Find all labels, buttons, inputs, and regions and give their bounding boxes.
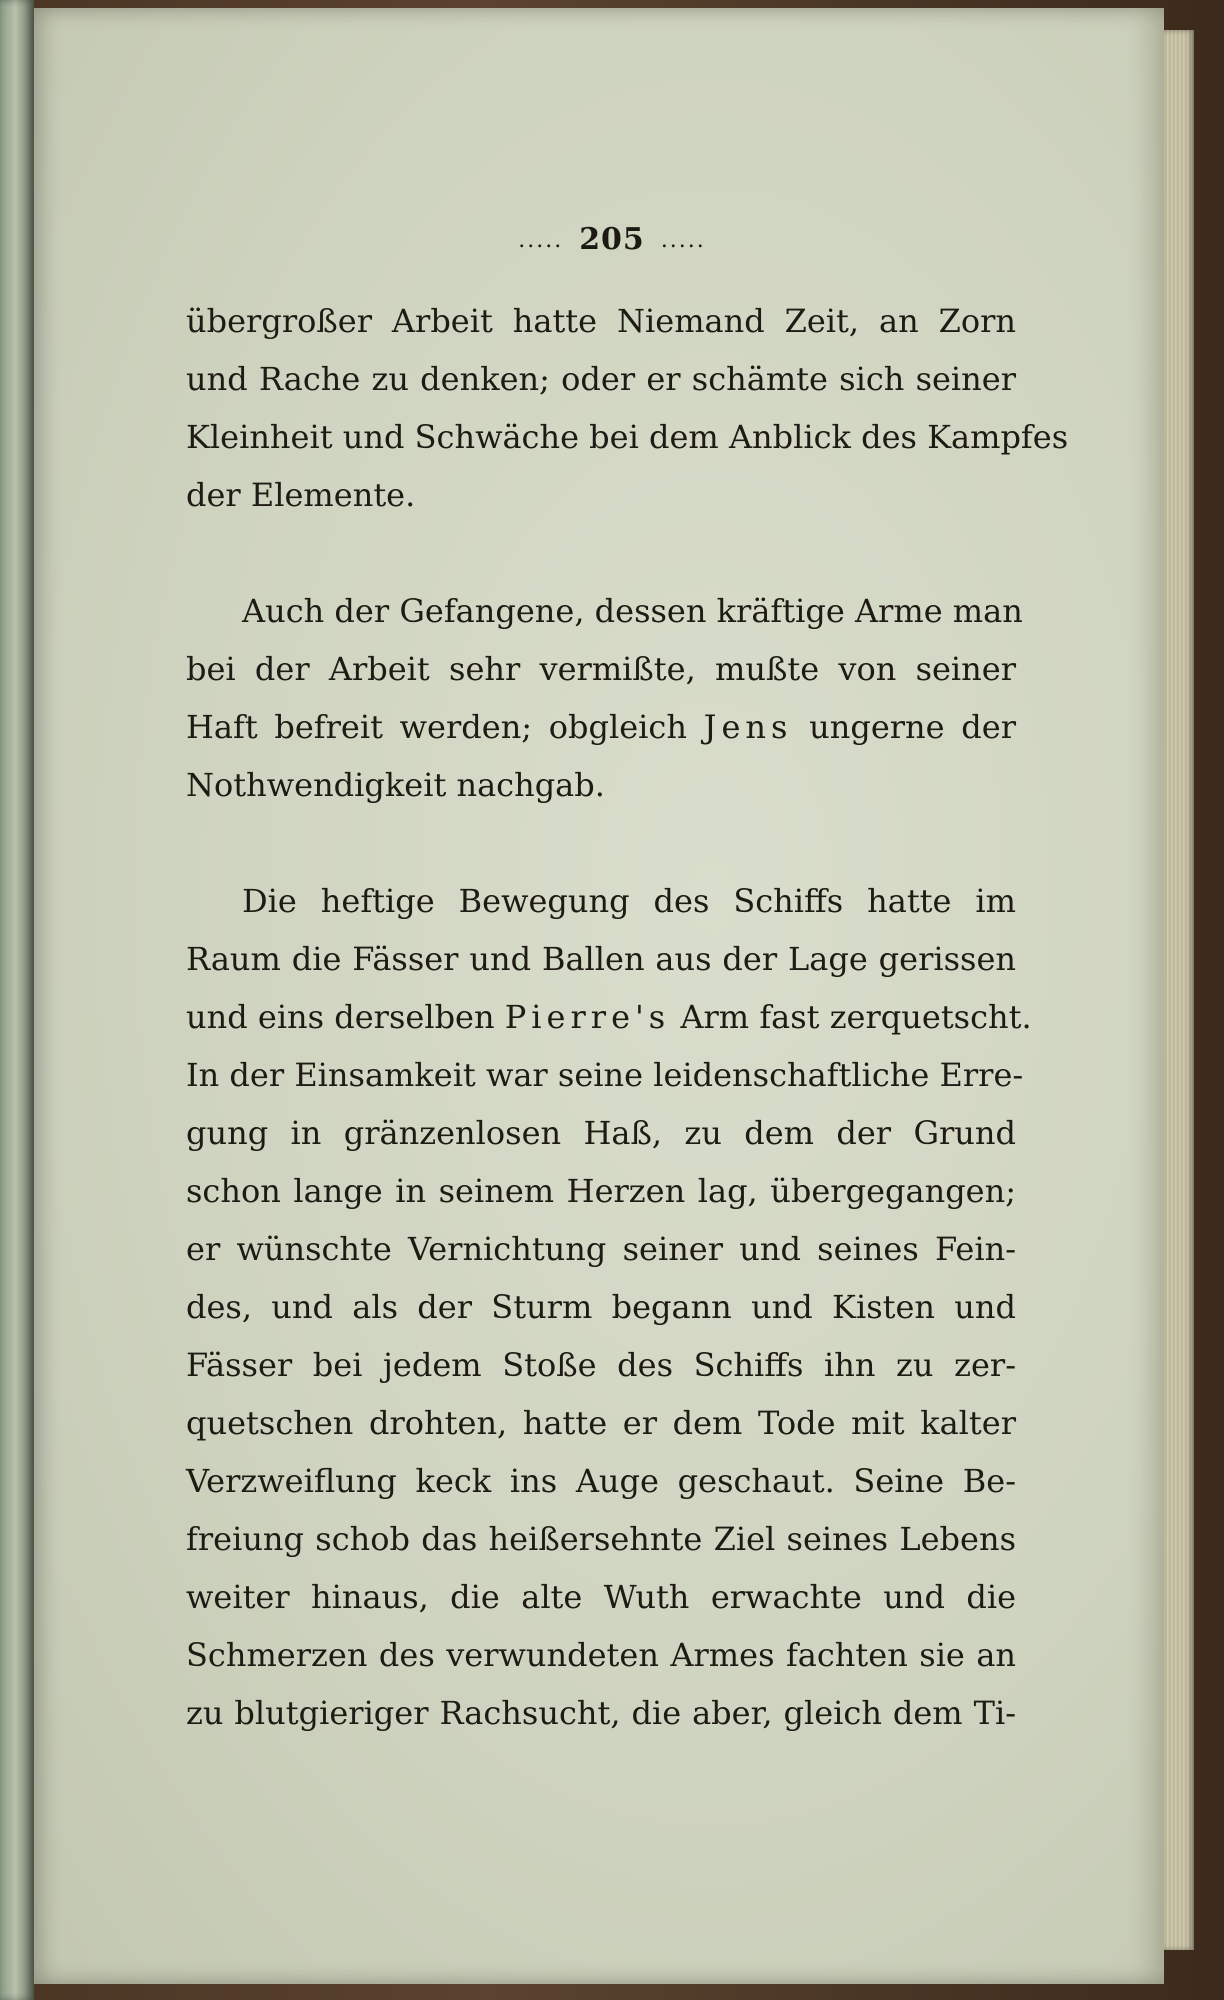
text-line: In der Einsamkeit war seine leidenschaftliche Erre- bbox=[186, 1056, 1024, 1094]
text-line: freiung schob das heißersehnte Ziel seines Lebens bbox=[186, 1520, 1016, 1558]
text-segment: und eins derselben bbox=[186, 998, 505, 1036]
text-line: des, und als der Sturm begann und Kisten und bbox=[186, 1288, 1016, 1326]
text-line: weiter hinaus, die alte Wuth erwachte und die bbox=[186, 1578, 1016, 1616]
text-line: der Elemente. bbox=[186, 476, 416, 514]
text-line: Schmerzen des verwundeten Armes fachten sie an bbox=[186, 1636, 1016, 1674]
text-line bbox=[186, 988, 1032, 1046]
text-line: und Rache zu denken; oder er schämte sich seiner bbox=[186, 360, 1016, 398]
header-dots-left: ..... bbox=[518, 228, 564, 253]
text-line: Verzweiflung keck ins Auge geschaut. Seine Be- bbox=[186, 1462, 1016, 1500]
text-segment: Arm fast zerquetscht. bbox=[670, 998, 1032, 1036]
spaced-name-pierre: Pierre's bbox=[504, 998, 671, 1036]
text-line bbox=[186, 698, 1016, 756]
text-line: Auch der Gefangene, dessen kräftige Arme man bbox=[242, 592, 1023, 630]
body-text bbox=[186, 292, 1069, 1800]
text-line: Fässer bei jedem Stoße des Schiffs ihn zu zer- bbox=[186, 1346, 1016, 1384]
text-line: schon lange in seinem Herzen lag, übergegangen; bbox=[186, 1172, 1016, 1210]
text-line: quetschen drohten, hatte er dem Tode mit kalter bbox=[186, 1404, 1016, 1442]
left-page-edge bbox=[0, 0, 34, 2000]
page-stack-edge bbox=[1164, 30, 1194, 1950]
text-segment: ungerne der bbox=[792, 708, 1017, 746]
paragraph-2 bbox=[186, 582, 1023, 814]
header-dots-right: ..... bbox=[660, 228, 706, 253]
text-segment: Haft befreit werden; obgleich bbox=[186, 708, 704, 746]
text-line: Nothwendigkeit nachgab. bbox=[186, 766, 605, 804]
text-line: Raum die Fässer und Ballen aus der Lage gerissen bbox=[186, 940, 1016, 978]
running-head bbox=[0, 222, 1224, 257]
text-line: zu blutgieriger Rachsucht, die aber, gleich dem Ti- bbox=[186, 1694, 1016, 1732]
text-line: Die heftige Bewegung des Schiffs hatte im bbox=[242, 882, 1016, 920]
text-line: Kleinheit und Schwäche bei dem Anblick des Kampfes bbox=[186, 418, 1069, 456]
page-number: 205 bbox=[579, 222, 645, 257]
spaced-name-jens: Jens bbox=[703, 708, 793, 746]
text-line: er wünschte Vernichtung seiner und seines Fein- bbox=[186, 1230, 1016, 1268]
text-line: bei der Arbeit sehr vermißte, mußte von seiner bbox=[186, 650, 1016, 688]
paragraph-3 bbox=[186, 872, 1032, 1742]
paragraph-1 bbox=[186, 292, 1069, 524]
text-line: übergroßer Arbeit hatte Niemand Zeit, an Zorn bbox=[186, 302, 1016, 340]
text-line: gung in gränzenlosen Haß, zu dem der Grund bbox=[186, 1114, 1016, 1152]
